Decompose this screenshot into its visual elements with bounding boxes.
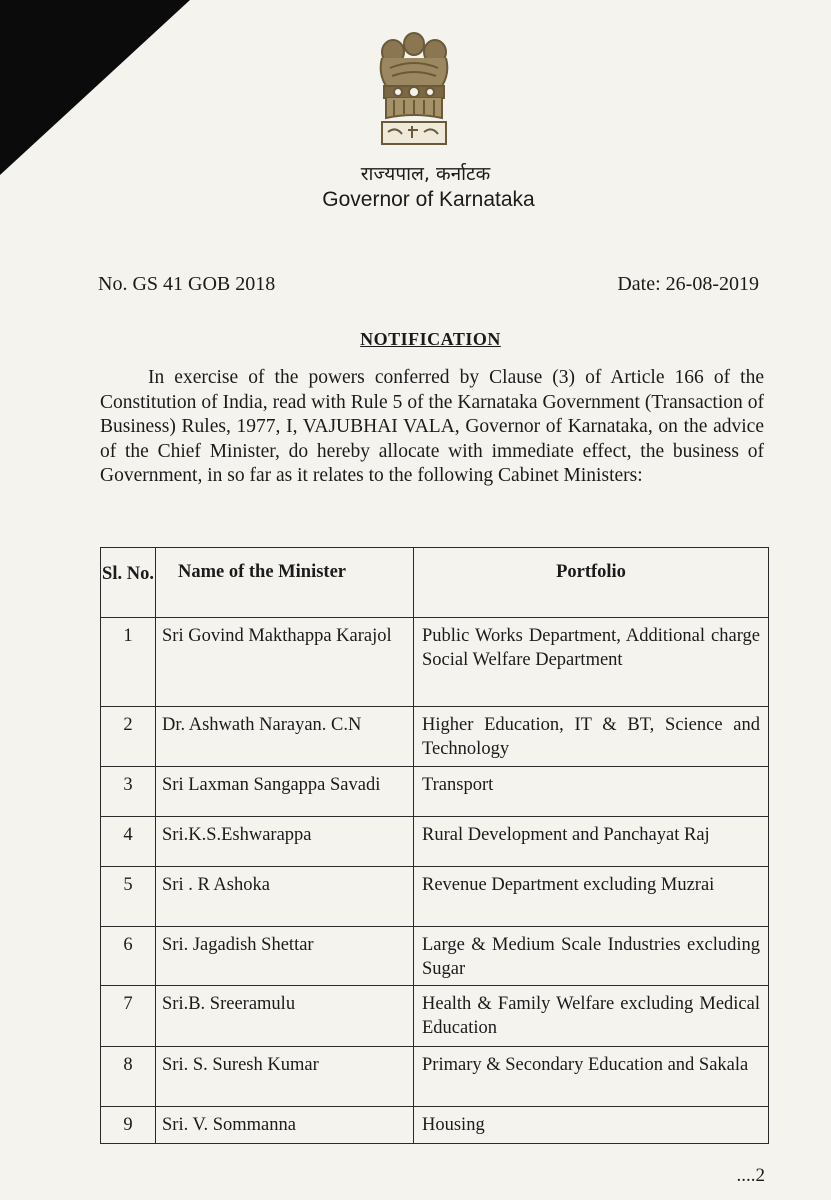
row-sl: 7 (101, 986, 156, 1047)
row-minister-name: Sri Laxman Sangappa Savadi (156, 767, 414, 817)
row-portfolio: Large & Medium Scale Industries excluding Sugar (414, 927, 769, 986)
table-row (101, 618, 769, 707)
row-portfolio: Higher Education, IT & BT, Science and Technology (414, 707, 769, 767)
reference-number: No. GS 41 GOB 2018 (98, 273, 276, 295)
row-portfolio: Housing (414, 1107, 769, 1144)
row-minister-name: Sri Govind Makthappa Karajol (156, 618, 414, 707)
row-sl: 6 (101, 927, 156, 986)
row-minister-name: Sri.B. Sreeramulu (156, 986, 414, 1047)
row-portfolio: Public Works Department, Additional charge Social Welfare Department (414, 618, 769, 707)
row-sl: 5 (101, 867, 156, 927)
state-emblem-icon (368, 28, 460, 154)
row-minister-name: Sri. Jagadish Shettar (156, 927, 414, 986)
row-minister-name: Sri. S. Suresh Kumar (156, 1047, 414, 1107)
page-corner-shadow (0, 0, 190, 175)
row-minister-name: Sri. V. Sommanna (156, 1107, 414, 1144)
ministers-table (100, 547, 769, 1144)
row-minister-name: Sri.K.S.Eshwarappa (156, 817, 414, 867)
table-row (101, 986, 769, 1047)
table-row (101, 927, 769, 986)
header-sl-no: Sl. No. (101, 548, 156, 618)
row-sl: 8 (101, 1047, 156, 1107)
table-row (101, 817, 769, 867)
governor-title-english: Governor of Karnataka (322, 188, 535, 211)
table-header-row (101, 548, 769, 618)
header-portfolio: Portfolio (414, 548, 769, 618)
row-sl: 2 (101, 707, 156, 767)
table-row (101, 767, 769, 817)
row-portfolio: Revenue Department excluding Muzrai (414, 867, 769, 927)
row-portfolio: Health & Family Welfare excluding Medical Education (414, 986, 769, 1047)
row-sl: 1 (101, 618, 156, 707)
table-row (101, 1107, 769, 1144)
table-row (101, 867, 769, 927)
table-row (101, 1047, 769, 1107)
row-portfolio: Primary & Secondary Education and Sakala (414, 1047, 769, 1107)
notification-body: In exercise of the powers conferred by Clause (3) of Article 166 of the Constitution of India, read with Rule 5 of the Karnataka Government (Transaction of Business) Rules, 1977, I, VAJUBHAI VALA, Governor of Karnataka, on the advice of the Chief Minister, do hereby allocate with immediate effect, the business of Government, in so far as it relates to the following Cabinet Ministers: (100, 367, 764, 486)
header-minister-name: Name of the Minister (156, 548, 414, 618)
notification-heading: NOTIFICATION (360, 329, 501, 349)
reference-date: Date: 26-08-2019 (617, 273, 759, 295)
row-minister-name: Sri . R Ashoka (156, 867, 414, 927)
page-continuation: ....2 (736, 1165, 765, 1186)
row-sl: 9 (101, 1107, 156, 1144)
row-sl: 4 (101, 817, 156, 867)
row-minister-name: Dr. Ashwath Narayan. C.N (156, 707, 414, 767)
governor-title-hindi: राज्यपाल, कर्नाटक (360, 163, 491, 185)
row-portfolio: Transport (414, 767, 769, 817)
row-sl: 3 (101, 767, 156, 817)
table-row (101, 707, 769, 767)
row-portfolio: Rural Development and Panchayat Raj (414, 817, 769, 867)
